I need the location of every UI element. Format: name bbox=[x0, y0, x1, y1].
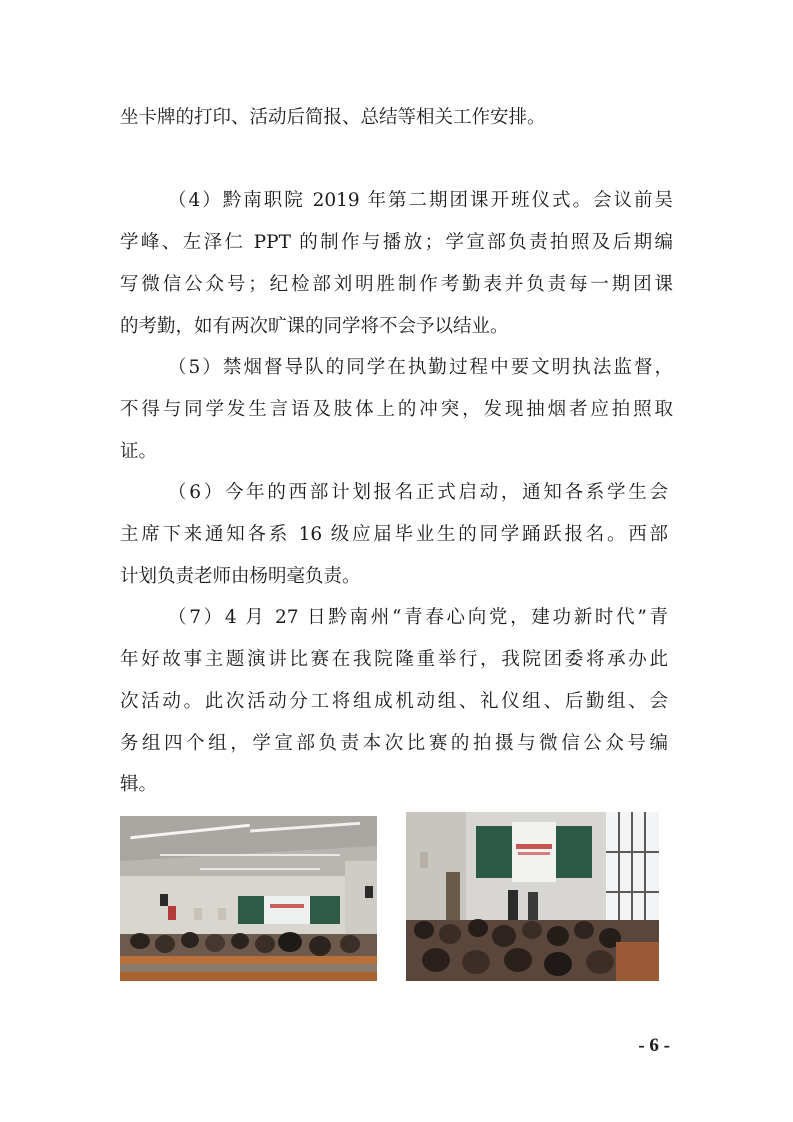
text-line-8: 证。 bbox=[120, 441, 158, 462]
text-line-13: 年好故事主题演讲比赛在我院隆重举行，我院团委将承办此 bbox=[120, 649, 668, 670]
text-line-5: 的考勤，如有两次旷课的同学将不会予以结业。 bbox=[120, 316, 509, 337]
text-line-3: 学峰、左泽仁 PPT 的制作与播放；学宣部负责拍照及后期编 bbox=[120, 232, 673, 253]
text-line-7: 不得与同学发生言语及肢体上的冲突，发现抽烟者应拍照取 bbox=[120, 399, 673, 420]
text-line-2: （4）黔南职院 2019 年第二期团课开班仪式。会议前吴 bbox=[168, 190, 673, 211]
text-line-4: 写微信公众号；纪检部刘明胜制作考勤表并负责每一期团课 bbox=[120, 274, 673, 295]
text-line-6: （5）禁烟督导队的同学在执勤过程中要文明执法监督， bbox=[168, 357, 673, 378]
text-line-12: （7）4 月 27 日黔南州“青春心向党，建功新时代”青 bbox=[168, 607, 668, 628]
text-line-14: 次活动。此次活动分工将组成机动组、礼仪组、后勤组、会 bbox=[120, 691, 668, 712]
text-line-9: （6）今年的西部计划报名正式启动，通知各系学生会 bbox=[168, 482, 668, 503]
meeting-room-photo-right bbox=[406, 812, 659, 981]
page-number: - 6 - bbox=[638, 1035, 670, 1056]
text-line-15: 务组四个组，学宣部负责本次比赛的拍摄与微信公众号编 bbox=[120, 733, 668, 754]
text-line-11: 计划负责老师由杨明毫负责。 bbox=[120, 566, 361, 587]
text-line-1: 坐卡牌的打印、活动后简报、总结等相关工作安排。 bbox=[120, 107, 546, 128]
text-line-16: 辑。 bbox=[120, 774, 158, 795]
lecture-hall-photo-left bbox=[120, 816, 377, 981]
text-line-10: 主席下来通知各系 16 级应届毕业生的同学踊跃报名。西部 bbox=[120, 524, 668, 545]
